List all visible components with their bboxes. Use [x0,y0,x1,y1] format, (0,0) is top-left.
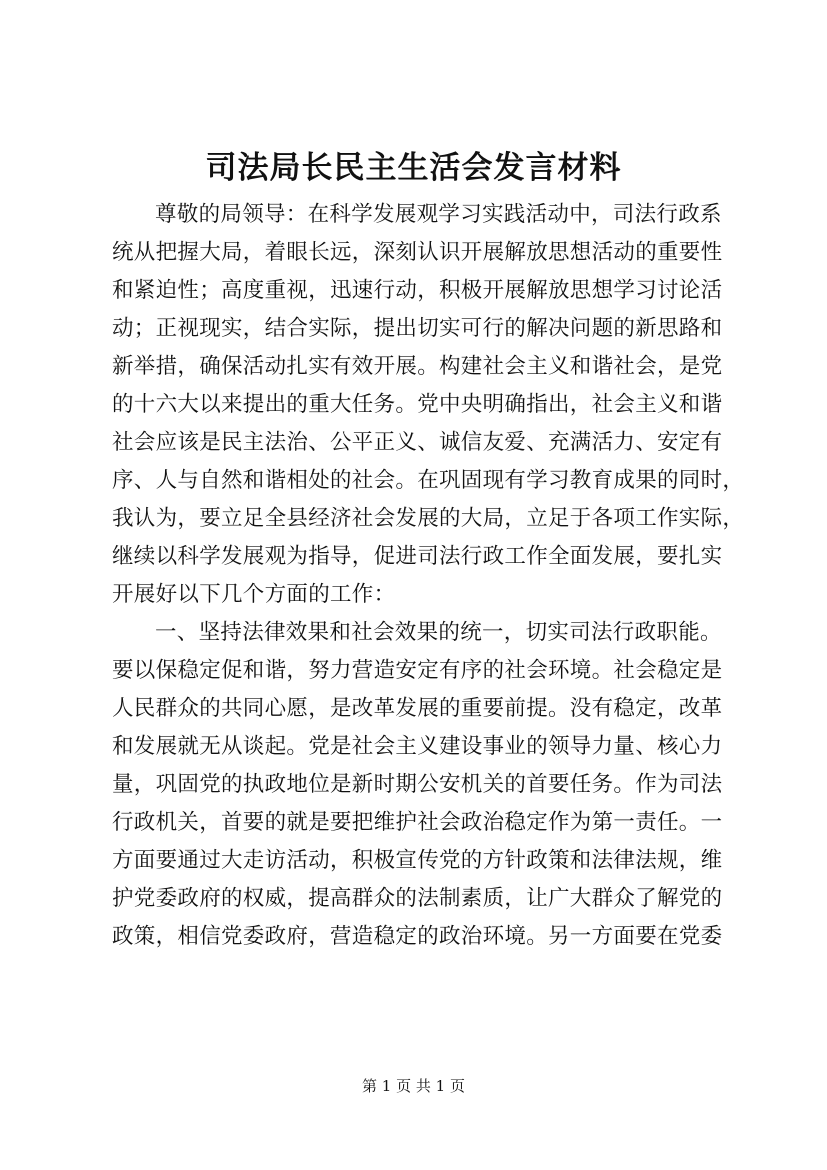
body-line: 动；正视现实，结合实际，提出切实可行的解决问题的新思路和 [112,316,723,341]
body-line: 要以保稳定促和谐，努力营造安定有序的社会环境。社会稳定是 [112,658,723,683]
body-line: 的十六大以来提出的重大任务。党中央明确指出，社会主义和谐 [112,392,723,417]
body-line: 统从把握大局，着眼长远，深刻认识开展解放思想活动的重要性 [112,240,723,265]
body-line: 序、人与自然和谐相处的社会。在巩固现有学习教育成果的同时， [112,468,745,493]
body-line: 社会应该是民主法治、公平正义、诚信友爱、充满活力、安定有 [112,430,723,455]
section-heading-line: 一、坚持法律效果和社会效果的统一，切实司法行政职能。 [155,620,722,645]
body-line: 继续以科学发展观为指导，促进司法行政工作全面发展，要扎实 [112,544,723,569]
body-line: 开展好以下几个方面的工作： [112,582,396,607]
body-line: 人民群众的共同心愿，是改革发展的重要前提。没有稳定，改革 [112,696,723,721]
body-line: 和紧迫性；高度重视，迅速行动，积极开展解放思想学习讨论活 [112,278,723,303]
document-title: 司法局长民主生活会发言材料 [205,150,622,186]
body-line: 方面要通过大走访活动，积极宣传党的方针政策和法律法规，维 [112,848,723,873]
body-line: 和发展就无从谈起。党是社会主义建设事业的领导力量、核心力 [112,734,723,759]
body-line: 量，巩固党的执政地位是新时期公安机关的首要任务。作为司法 [112,772,723,797]
body-line: 行政机关，首要的就是要把维护社会政治稳定作为第一责任。一 [112,810,723,835]
body-line: 我认为，要立足全县经济社会发展的大局，立足于各项工作实际， [112,506,745,531]
body-line: 护党委政府的权威，提高群众的法制素质，让广大群众了解党的 [112,886,723,911]
body-line: 尊敬的局领导：在科学发展观学习实践活动中，司法行政系 [155,202,722,227]
body-line: 政策，相信党委政府，营造稳定的政治环境。另一方面要在党委 [112,924,723,949]
page-number-footer: 第 1 页 共 1 页 [362,1077,465,1095]
document-body [112,196,745,956]
body-line: 新举措，确保活动扎实有效开展。构建社会主义和谐社会，是党 [112,354,723,379]
